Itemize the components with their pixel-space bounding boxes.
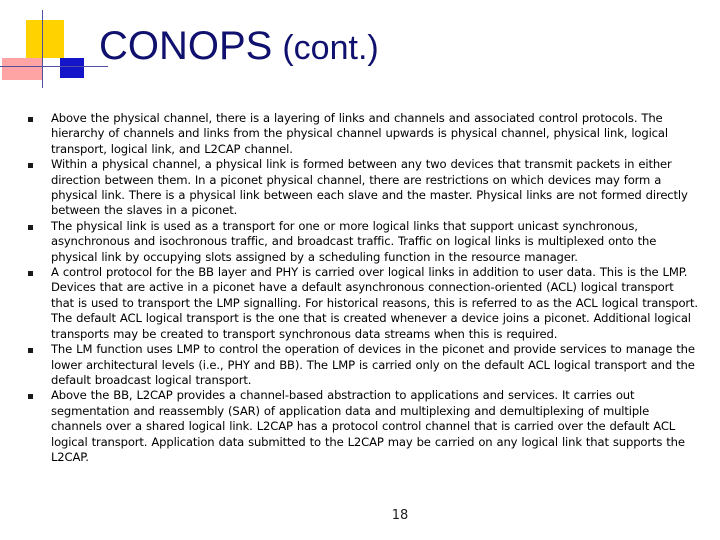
bullet-square-icon <box>28 225 33 230</box>
slide-title-main: CONOPS <box>99 24 273 68</box>
bullet-text: A control protocol for the BB layer and PHY is carried over logical links in addition to user data. This is the LMP. Devices that are active in a piconet have a default asynchronous connection-oriented (ACL) logical transport that is used to transport the LMP signalling. For historical reasons, this is referred to as the ACL logical transport. The default ACL logical transport is the one that is created whenever a device joins a piconet. Additional logical transports may be created to transport synchronous data streams when this is required. <box>51 265 698 341</box>
bullet-square-icon <box>28 394 33 399</box>
bullet-item <box>28 388 698 465</box>
logo-vertical-line <box>42 10 43 88</box>
bullet-text: The LM function uses LMP to control the operation of devices in the piconet and provide services to manage the lower architectural levels (i.e., PHY and BB). The LMP is carried only on the default ACL logical transport and the default broadcast logical transport. <box>51 342 695 387</box>
bullet-square-icon <box>28 271 33 276</box>
bullet-text: The physical link is used as a transport for one or more logical links that support unicast synchronous, asynchronous and isochronous traffic, and broadcast traffic. Traffic on logical links is multiplexed onto the physical link by occupying slots assigned by a scheduling function in the resource manager. <box>51 218 657 264</box>
bullet-item <box>28 157 698 219</box>
page-number: 18 <box>391 508 409 523</box>
logo-blue-square <box>60 58 84 78</box>
logo-yellow-square <box>26 20 64 58</box>
bullet-text: Within a physical channel, a physical link is formed between any two devices that transmit packets in either direction between them. In a piconet physical channel, there are restrictions on which devices may form a physical link. There is a physical link between each slave and the master. Physical links are not formed directly between the slaves in a piconet. <box>51 157 688 218</box>
bullet-text: Above the physical channel, there is a layering of links and channels and associated control protocols. The hierarchy of channels and links from the physical channel upwards is physical channel, physical link, logical transport, logical link, and L2CAP channel. <box>51 111 668 156</box>
bullet-text: Above the BB, L2CAP provides a channel-based abstraction to applications and services. It carries out segmentation and reassembly (SAR) of application data and multiplexing and demultiplexing of multiple channels over a shared logical link. L2CAP has a protocol control channel that is carried over the default ACL logical transport. Application data submitted to the L2CAP may be carried on any logical link that supports the L2CAP. <box>51 388 685 464</box>
bullet-item <box>28 111 698 157</box>
bullet-square-icon <box>28 163 33 168</box>
bullet-item <box>28 342 698 388</box>
slide-title <box>99 26 379 66</box>
bullet-list <box>28 111 698 465</box>
bullet-item <box>28 265 698 342</box>
logo-red-square <box>2 58 42 80</box>
bullet-item <box>28 219 698 265</box>
bullet-square-icon <box>28 117 33 122</box>
slide-logo-decoration <box>0 0 110 100</box>
slide-title-sub: (cont.) <box>282 29 379 67</box>
logo-horizontal-line <box>0 66 108 67</box>
bullet-square-icon <box>28 348 33 353</box>
